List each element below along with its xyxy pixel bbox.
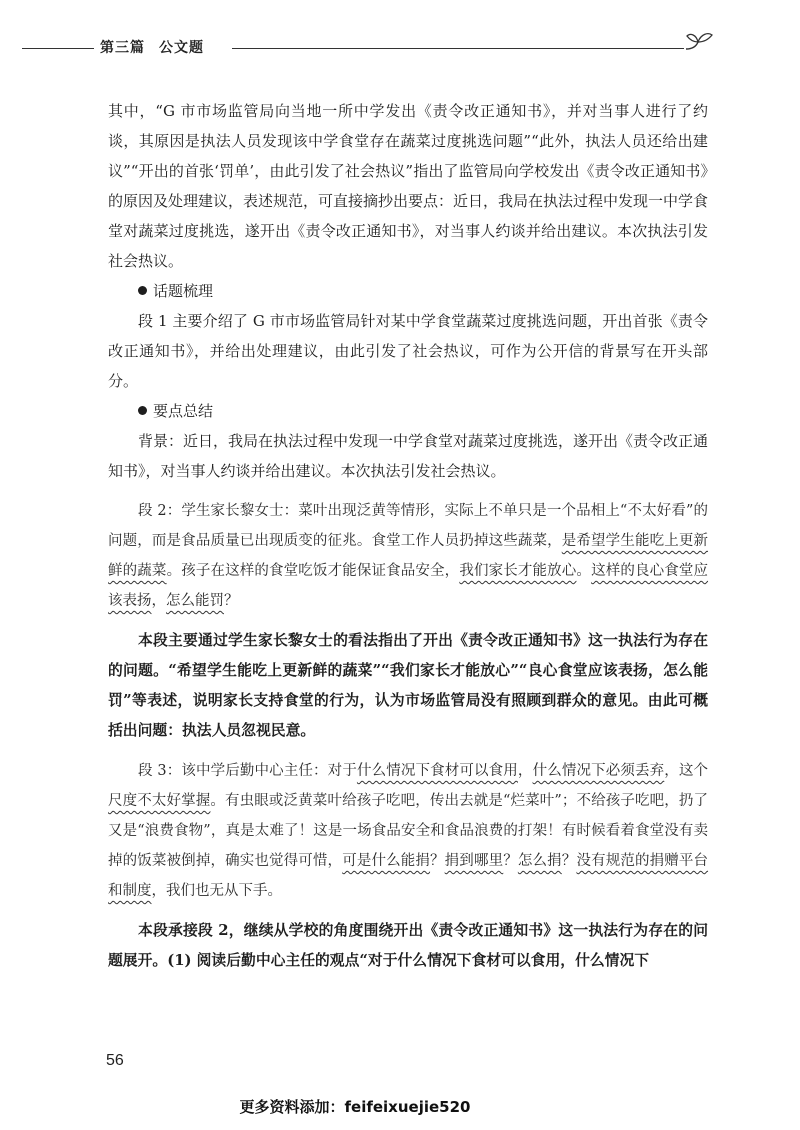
quote2-text-a: 段 2：学生家长黎女士：菜叶出现泛黄等情形，实际上不单只是一个品相上“不太好看”的问题，而是食品质量已出现质变的征兆。食堂工作人员扔掉这些蔬菜， — [108, 503, 708, 549]
bullet-dot-icon — [138, 286, 147, 295]
quote2-text-d: ， — [151, 593, 166, 609]
quote3-text-g: ？ — [561, 853, 577, 869]
paragraph-intro-analysis: 其中，“G 市市场监管局向当地一所中学发出《责令改正通知书》，并对当事人进行了约谈，其原因是执法人员发现该中学食堂存在蔬菜过度挑选问题”“此外，执法人员还给出建议”“开出的首张‘罚单’，由此引发了社会热议”指出了监管局向学校发出《责令改正通知书》的原因及处理建议，表述规范，可直接摘抄出要点：近日，我局在执法过程中发现一中学食堂对蔬菜过度挑选，遂开出《责令改正通知书》，对当事人约谈并给出建议。本次执法引发社会热议。 — [108, 102, 709, 270]
bullet-topic-sorting-label: 话题梳理 — [153, 282, 214, 300]
header-title — [100, 37, 204, 57]
quote3-wavy-6: 怎么捐 — [517, 853, 562, 869]
quote2-text-e: ？ — [224, 593, 239, 609]
quote2-text-b: 。孩子在这样的食堂吃饭才能保证食品安全， — [166, 563, 460, 579]
header-rule-left — [22, 48, 94, 49]
page-number: 56 — [106, 1052, 124, 1069]
footer-note: 更多资料添加：feifeixuejie520 — [239, 1098, 471, 1116]
quote3-text-e: ？ — [430, 853, 445, 869]
quote3-wavy-4: 可是什么能捐 — [342, 853, 431, 869]
quote3-text-b: ， — [517, 763, 533, 779]
quote3-wavy-2: 什么情况下必须丢弃 — [532, 763, 665, 779]
quote2-wavy-4: 怎么能罚 — [166, 593, 224, 609]
page-content — [108, 96, 708, 976]
quote-paragraph-3 — [108, 756, 708, 906]
bullet-key-points — [108, 396, 708, 426]
bullet-key-points-label: 要点总结 — [153, 402, 214, 420]
sprout-icon — [682, 28, 716, 58]
quote3-text-c: ，这个 — [664, 763, 709, 779]
paragraph-analysis-3: 本段承接段 2，继续从学校的角度围绕开出《责令改正通知书》这一执法行为存在的问题展开。(1) 阅读后勤中心主任的观点“对于什么情况下食材可以食用，什么情况下 — [108, 922, 708, 969]
paragraph-analysis-2: 本段主要通过学生家长黎女士的看法指出了开出《责令改正通知书》这一执法行为存在的问题。“希望学生能吃上更新鲜的蔬菜”“我们家长才能放心”“良心食堂应该表扬，怎么能罚”等表述，说明家长支持食堂的行为，认为市场监管局没有照顾到群众的意见。由此可概括出问题：执法人员忽视民意。 — [108, 632, 708, 739]
page-header — [0, 28, 800, 68]
quote3-wavy-1: 什么情况下食材可以食用 — [356, 763, 518, 779]
paragraph-topic-summary: 段 1 主要介绍了 G 市市场监管局针对某中学食堂蔬菜过度挑选问题，开出首张《责令改正通知书》，并给出处理建议，由此引发了社会热议，可作为公开信的背景写在开头部分。 — [108, 312, 708, 390]
quote2-wavy-1: 是希望学生能吃上更新鲜的蔬菜 — [108, 533, 709, 579]
header-section: 第三篇 — [100, 40, 145, 56]
quote3-wavy-5: 捐到哪里 — [444, 853, 504, 869]
quote3-text-d: 。有虫眼或泛黄菜叶给孩子吃吧，传出去就是“烂菜叶”；不给孩子吃吧，扔了又是“浪费食物”，真是太难了！这是一场食品安全和食品浪费的打架！有时候看着食堂没有卖掉的饭菜被倒掉，确实也觉得可惜， — [108, 793, 708, 869]
quote2-text-c: 。 — [576, 563, 592, 579]
quote2-wavy-3: 这样的良心食堂应该表扬 — [108, 563, 709, 609]
quote3-text-a: 段 3：该中学后勤中心主任：对于 — [138, 763, 357, 779]
quote3-wavy-7: 没有规范的捐赠平台和制度 — [108, 853, 709, 899]
bullet-topic-sorting — [108, 276, 708, 306]
bullet-dot-icon — [138, 406, 147, 415]
quote-paragraph-2 — [108, 496, 708, 616]
quote3-wavy-3: 尺度不太好掌握 — [108, 793, 211, 809]
header-rule-right — [232, 48, 684, 49]
paragraph-background: 背景：近日，我局在执法过程中发现一中学食堂对蔬菜过度挑选，遂开出《责令改正通知书》，对当事人约谈并给出建议。本次执法引发社会热议。 — [108, 432, 709, 480]
quote3-text-h: ，我们也无从下手。 — [151, 883, 282, 899]
quote2-wavy-2: 我们家长才能放心 — [459, 563, 577, 579]
quote3-text-f: ？ — [503, 853, 518, 869]
header-topic: 公文题 — [159, 40, 204, 56]
